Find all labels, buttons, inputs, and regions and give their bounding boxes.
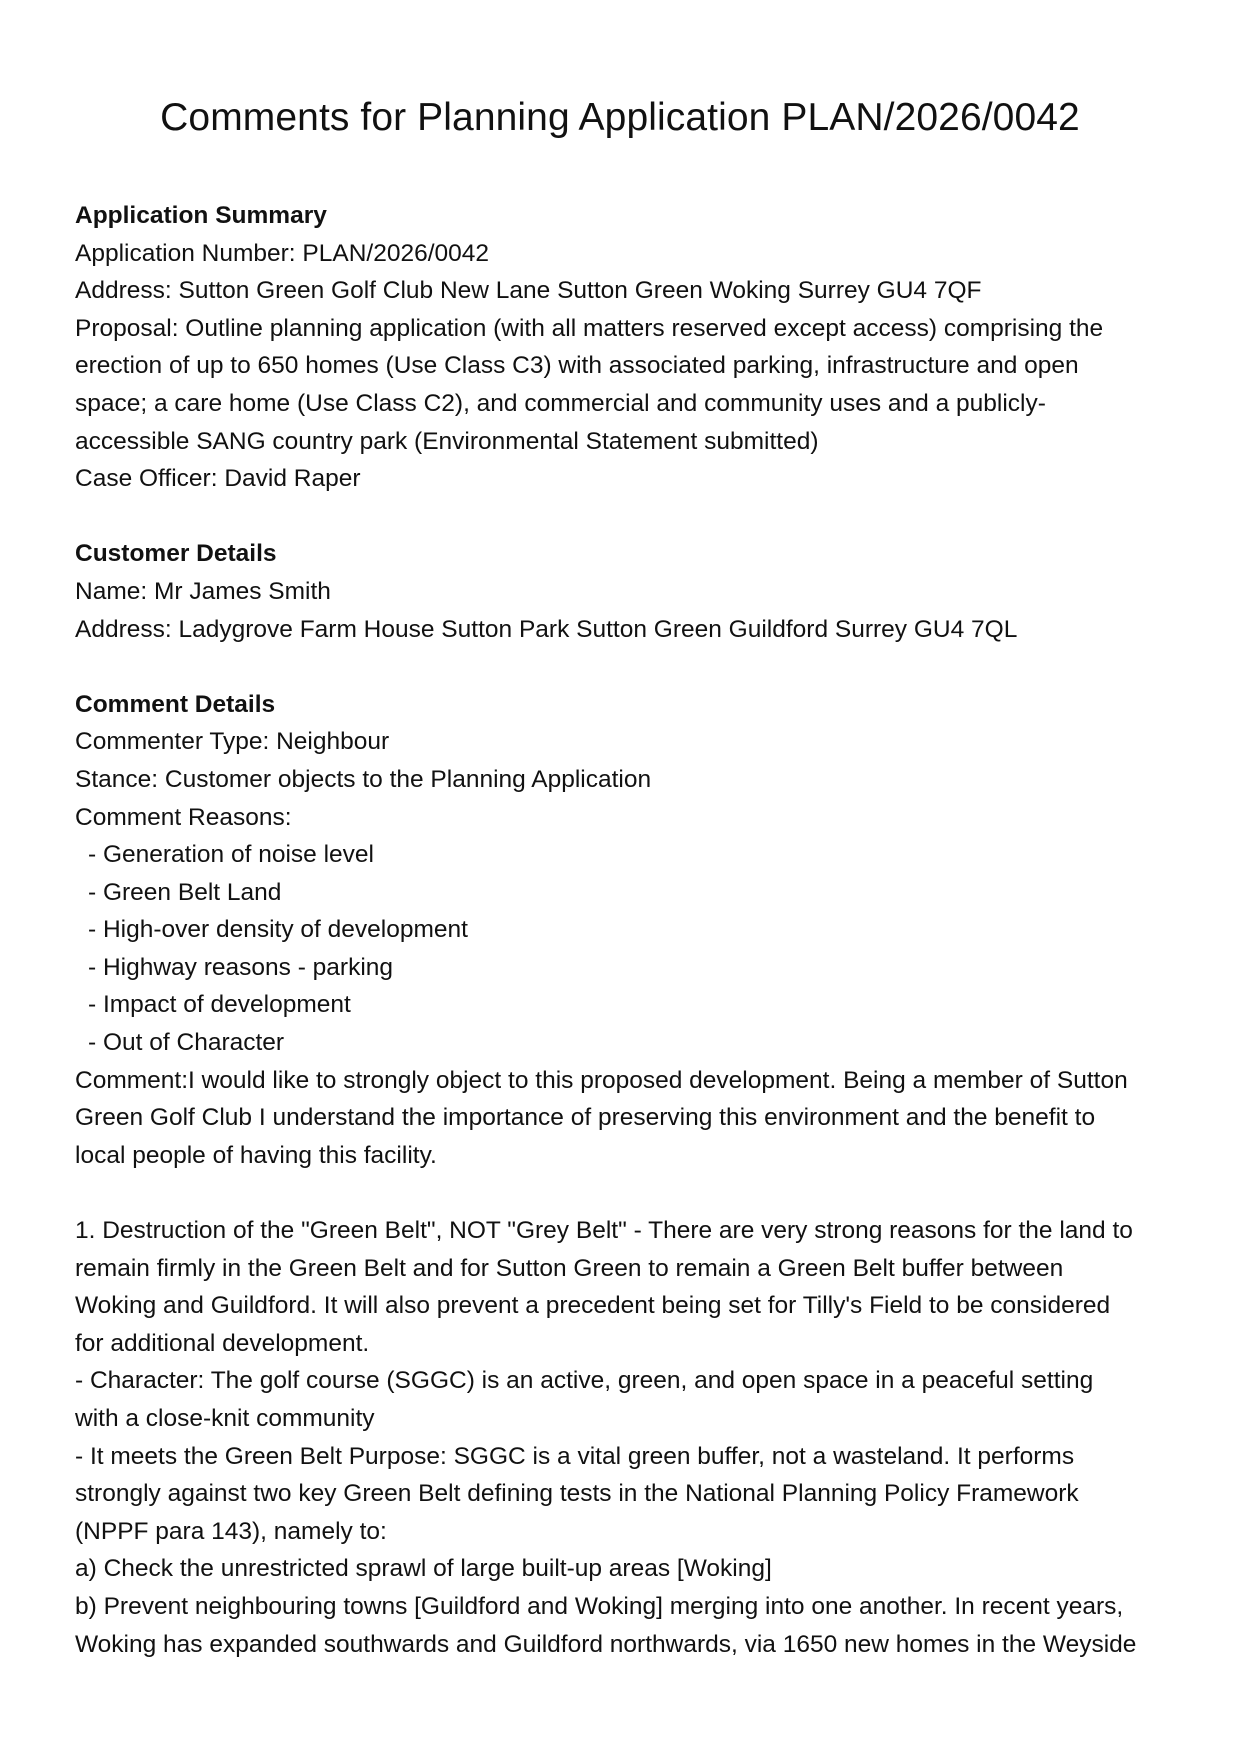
customer-address: Address: Ladygrove Farm House Sutton Park Sutton Green Guildford Surrey GU4 7QL: [75, 615, 1018, 643]
comment-reason-item: - Impact of development: [88, 991, 351, 1019]
site-address: Address: Sutton Green Golf Club New Lane Sutton Green Woking Surrey GU4 7QF: [75, 277, 982, 305]
proposal-line: space; a care home (Use Class C2), and commercial and community uses and a publicly-: [75, 389, 1046, 417]
proposal-line: accessible SANG country park (Environmental Statement submitted): [75, 427, 819, 455]
page-title: Comments for Planning Application PLAN/2026/0042: [160, 96, 1080, 139]
commenter-type: Commenter Type: Neighbour: [75, 728, 390, 756]
comment-body-line: for additional development.: [75, 1329, 370, 1357]
comment-body-line: Woking and Guildford. It will also prevent a precedent being set for Tilly's Field to be considered: [75, 1292, 1111, 1320]
proposal-line: Proposal: Outline planning application (with all matters reserved except access) comprising the: [75, 314, 1104, 342]
application-summary-section: [75, 197, 1175, 498]
comment-details-heading: Comment Details: [75, 690, 276, 718]
comment-body-line: a) Check the unrestricted sprawl of large built-up areas [Woking]: [75, 1555, 772, 1583]
application-summary-heading: Application Summary: [75, 202, 327, 229]
section-spacer: [75, 498, 1175, 536]
customer-details-heading: Customer Details: [75, 540, 277, 568]
comment-reason-item: - High-over density of development: [88, 916, 468, 944]
comment-body-line: (NPPF para 143), namely to:: [75, 1517, 387, 1545]
comment-body-line: strongly against two key Green Belt defining tests in the National Planning Policy Framework: [75, 1480, 1079, 1508]
customer-name: Name: Mr James Smith: [75, 577, 331, 605]
comment-reason-item: - Green Belt Land: [88, 878, 282, 906]
comment-text-line: local people of having this facility.: [75, 1141, 437, 1169]
comment-body-line: remain firmly in the Green Belt and for Sutton Green to remain a Green Belt buffer between: [75, 1254, 1064, 1282]
stance: Stance: Customer objects to the Planning Application: [75, 765, 652, 793]
case-officer: Case Officer: David Raper: [75, 465, 361, 493]
document-body: [75, 197, 1175, 1663]
comment-body-line: - Character: The golf course (SGGC) is an active, green, and open space in a peaceful setting: [75, 1367, 1094, 1395]
comment-text-line: Comment:I would like to strongly object to this proposed development. Being a member of Sutton: [75, 1066, 1128, 1094]
application-number: Application Number: PLAN/2026/0042: [75, 239, 490, 267]
comment-body-line: - It meets the Green Belt Purpose: SGGC is a vital green buffer, not a wasteland. It performs: [75, 1442, 1075, 1470]
comment-reason-item: - Out of Character: [88, 1029, 285, 1057]
comment-reason-item: - Generation of noise level: [88, 841, 374, 869]
paragraph-spacer: [75, 1174, 1175, 1212]
comment-text-line: Green Golf Club I understand the importance of preserving this environment and the benefit to: [75, 1104, 1096, 1132]
section-spacer: [75, 648, 1175, 686]
comment-reasons-label: Comment Reasons:: [75, 803, 292, 831]
comment-details-section: [75, 686, 1175, 1663]
comment-body-line: b) Prevent neighbouring towns [Guildford and Woking] merging into one another. In recent years,: [75, 1592, 1124, 1620]
customer-details-section: [75, 535, 1175, 648]
comment-body-line: with a close-knit community: [75, 1405, 375, 1432]
comment-body-line: Woking has expanded southwards and Guildford northwards, via 1650 new homes in the Weyside: [75, 1630, 1137, 1658]
comment-body-line: 1. Destruction of the "Green Belt", NOT "Grey Belt" - There are very strong reasons for the land to: [75, 1217, 1133, 1245]
proposal-line: erection of up to 650 homes (Use Class C3) with associated parking, infrastructure and open: [75, 352, 1079, 380]
comment-reason-item: - Highway reasons - parking: [88, 953, 394, 981]
